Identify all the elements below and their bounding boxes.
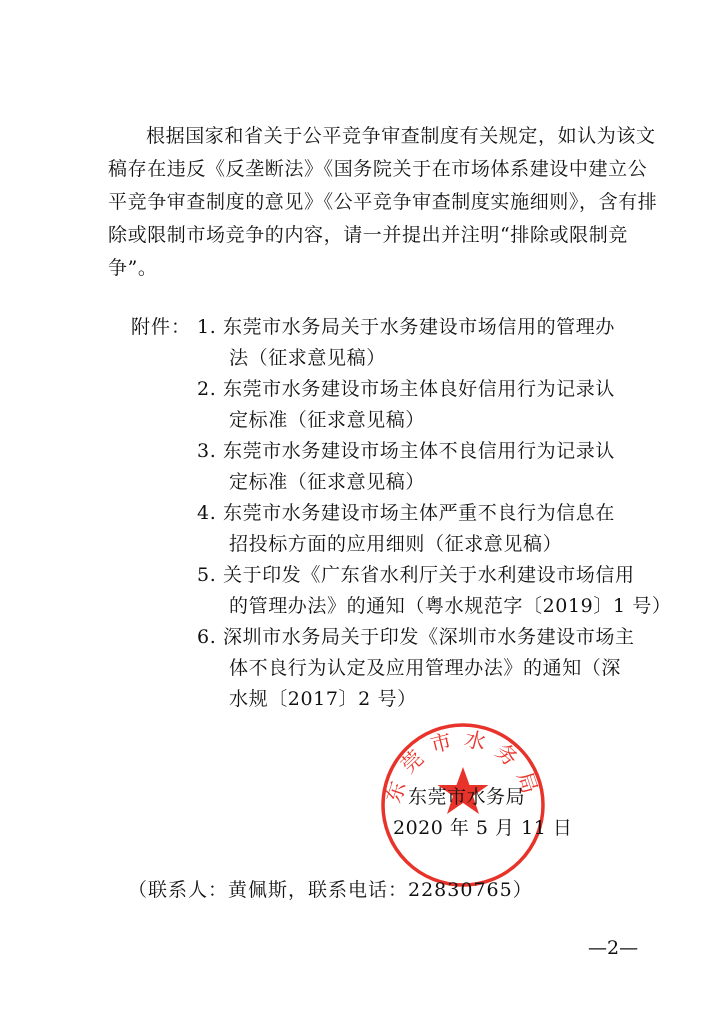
- attachment-item: [197, 374, 667, 436]
- attachment-line: 6. 深圳市水务局关于印发《深圳市水务建设市场主: [197, 626, 635, 648]
- body-line: 平竞争审查制度的意见》《公平竞争审查制度实施细则》，含有排: [108, 191, 658, 213]
- page-number: —2—: [588, 937, 639, 959]
- attachment-line: 招投标方面的应用细则（征求意见稿）: [229, 533, 563, 555]
- attachment-line: 定标准（征求意见稿）: [229, 471, 426, 493]
- attachment-item: [197, 560, 672, 622]
- body-line: 争”。: [108, 257, 158, 279]
- attachment-line: 定标准（征求意见稿）: [229, 409, 426, 431]
- attachment-item: [197, 436, 667, 498]
- attachments-label: 附件：: [131, 316, 192, 338]
- body-line: 除或限制市场竞争的内容，请一并提出并注明“排除或限制竞: [108, 224, 628, 246]
- attachment-line: 的管理办法》的通知（粤水规范字〔2019〕1 号）: [229, 595, 672, 617]
- attachment-line: 4. 东莞市水务建设市场主体严重不良行为信息在: [197, 502, 615, 524]
- attachment-line: 水规〔2017〕2 号）: [229, 688, 417, 710]
- signature-date: 2020 年 5 月 11 日: [393, 817, 573, 839]
- attachments-list: [197, 312, 672, 715]
- attachment-item: [197, 498, 667, 560]
- attachment-line: 法（征求意见稿）: [229, 347, 386, 369]
- body-paragraph: [108, 120, 658, 285]
- attachment-line: 体不良行为认定及应用管理办法》的通知（深: [229, 657, 622, 679]
- attachment-line: 5. 关于印发《广东省水利厅关于水利建设市场信用: [197, 564, 635, 586]
- seal-text: 东莞市水务局: [381, 726, 545, 806]
- contact-info: （联系人：黄佩斯，联系电话：22830765）: [128, 879, 533, 901]
- attachment-line: 2. 东莞市水务建设市场主体良好信用行为记录认: [197, 378, 615, 400]
- attachment-line: 1. 东莞市水务局关于水务建设市场信用的管理办: [197, 316, 615, 338]
- attachment-line: 3. 东莞市水务建设市场主体不良信用行为记录认: [197, 440, 615, 462]
- body-line: 根据国家和省关于公平竞争审查制度有关规定，如认为该文: [146, 125, 656, 147]
- attachment-item: [197, 622, 667, 715]
- attachment-item: [197, 312, 667, 374]
- signature-organization: 东莞市水务局: [408, 786, 526, 808]
- body-line: 稿存在违反《反垄断法》《国务院关于在市场体系建设中建立公: [108, 158, 648, 180]
